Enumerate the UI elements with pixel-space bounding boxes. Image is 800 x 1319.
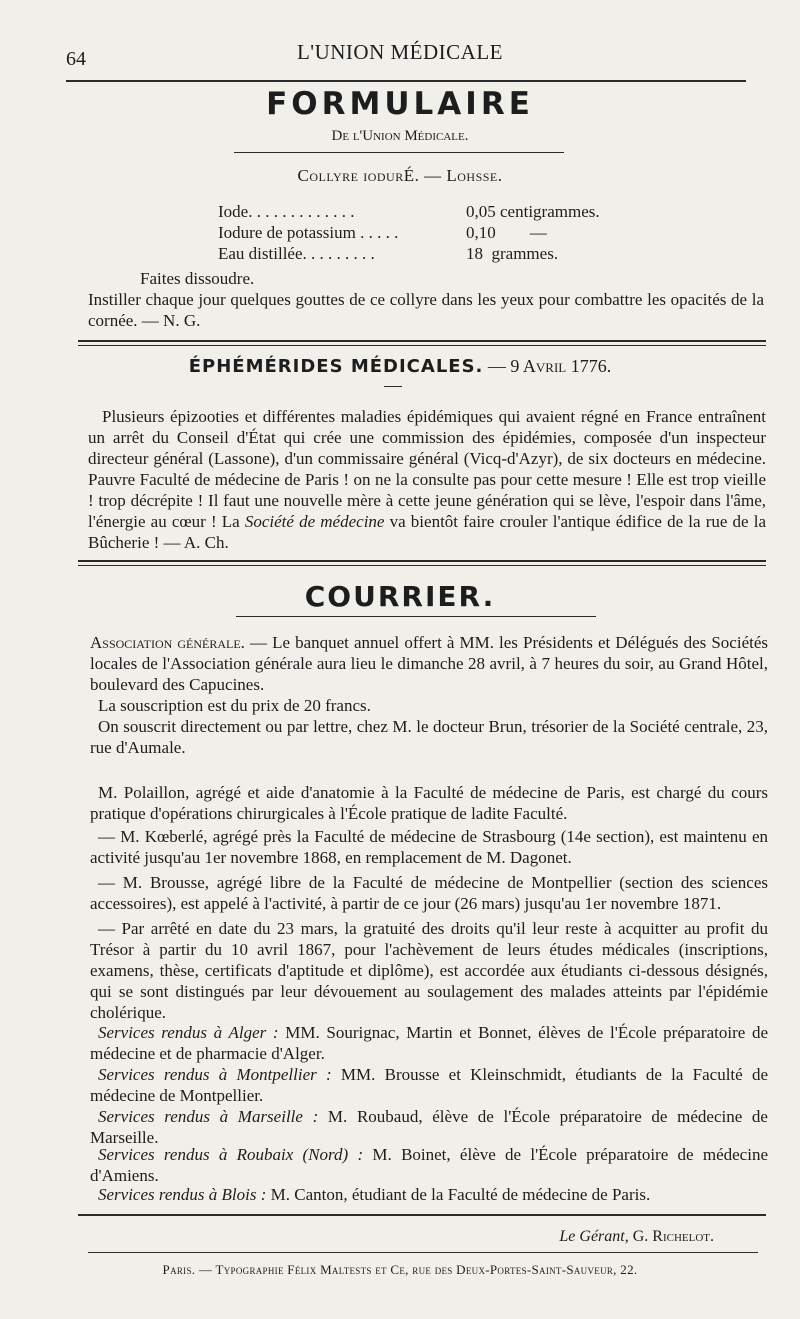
ephemerides-date: — 9 Avril 1776. bbox=[487, 356, 612, 376]
service-text: MM. Sourignac, Martin et Bonnet, élèves de l'École préparatoire de médecine et de pharmacie d'Alger. bbox=[90, 1023, 769, 1063]
gerant-signature bbox=[559, 1228, 714, 1246]
service-label: Services rendus à Blois : bbox=[98, 1185, 267, 1204]
ephemerides-text-part: Plusieurs épizooties et différentes maladies épidémiques qui avaient régné en France entraînent un arrêt du Conseil d'État qui crée une commission des épidémies, composée d'un inspecteur directeur général (Lassone), d'un commissaire général (Vicq-d'Azyr), de six docteurs en médecine. Pauvre Faculté de médecine de Paris ! on ne la consulte pas pour cette mesure ! Elle est trop vieille ! trop décrépite ! Il faut une nouvelle mère à cette jeune génération qui se lève, l'espoir dans l'âme, l'énergie au cœur ! La bbox=[88, 407, 766, 531]
formulaire-rule bbox=[234, 152, 564, 153]
courrier-rule bbox=[236, 616, 596, 617]
header-rule bbox=[66, 80, 746, 82]
ingredient-row bbox=[0, 223, 800, 244]
gerant-name: G. Richelot. bbox=[632, 1228, 714, 1245]
service-label: Services rendus à Alger : bbox=[98, 1023, 279, 1042]
ephemerides-text-part: va bientôt faire crouler l'antique édifice de la rue de la Bûcherie ! — A. Ch. bbox=[88, 512, 767, 552]
ingredient-row bbox=[0, 244, 800, 265]
footer-rule bbox=[88, 1252, 758, 1253]
service-text: M. Boinet, élève de l'École préparatoire de médecine d'Amiens. bbox=[90, 1145, 768, 1185]
ingredient-list bbox=[0, 202, 800, 266]
souscrit-paragraph: On souscrit directement ou par lettre, chez M. le docteur Brun, trésorier de la Société centrale, 23, rue d'Aumale. bbox=[90, 717, 768, 757]
service-item bbox=[90, 1106, 768, 1148]
association-paragraph bbox=[90, 632, 768, 695]
service-item bbox=[90, 1022, 768, 1064]
section-rule bbox=[78, 345, 766, 346]
formulaire-heading: FORMULAIRE bbox=[266, 86, 534, 122]
ephemerides-title: ÉPHÉMÉRIDES MÉDICALES. bbox=[188, 356, 484, 377]
section-rule bbox=[78, 340, 766, 342]
recipe-title: Collyre iodurÉ. — Lohsse. bbox=[297, 166, 503, 185]
section-rule bbox=[78, 1214, 766, 1216]
service-label: Services rendus à Marseille : bbox=[98, 1107, 319, 1126]
ingredient-row bbox=[0, 202, 800, 223]
ephemerides-text bbox=[88, 406, 766, 553]
section-rule bbox=[78, 565, 766, 566]
ingredient-dose: 0,05 centigrammes. bbox=[466, 202, 600, 221]
ephemerides-italic: Société de médecine bbox=[244, 512, 385, 531]
service-label: Services rendus à Montpellier : bbox=[98, 1065, 332, 1084]
journal-title: L'UNION MÉDICALE bbox=[296, 40, 503, 64]
short-rule bbox=[384, 386, 402, 387]
service-item bbox=[90, 1064, 768, 1106]
association-label: Association générale. bbox=[90, 633, 245, 652]
service-label: Services rendus à Roubaix (Nord) : bbox=[98, 1145, 364, 1164]
ingredient-name: Eau distillée. . . . . . . . . bbox=[218, 244, 375, 263]
ephemerides-heading bbox=[0, 356, 800, 377]
souscription-paragraph: La souscription est du prix de 20 francs. bbox=[98, 696, 371, 715]
koeberle-paragraph: — M. Kœberlé, agrégé près la Faculté de médecine de Strasbourg (14e section), est maintenu en activité jusqu'au 1er novembre 1868, en remplacement de M. Dagonet. bbox=[90, 827, 768, 867]
service-item bbox=[90, 1144, 768, 1186]
recipe-instruction: Faites dissoudre. bbox=[140, 269, 255, 288]
courrier-heading: COURRIER. bbox=[304, 580, 496, 613]
section-rule bbox=[78, 560, 766, 562]
service-text: MM. Brousse et Kleinschmidt, étudiants de la Faculté de médecine de Montpellier. bbox=[90, 1065, 768, 1105]
arrete-paragraph: — Par arrêté en date du 23 mars, la gratuité des droits qu'il leur reste à acquitter au profit du Trésor à partir du 10 avril 1867, pour l'achèvement de leurs études médicales (inscriptions, examens, thèse, certificats d'aptitude et diplôme), est accordée aux étudiants ci-dessous désignés, qui se sont distingués par leur dévouement au soulagement des malades atteints par l'épidémie cholérique. bbox=[90, 919, 768, 1022]
printer-imprint bbox=[0, 1262, 800, 1278]
service-text: M. Canton, étudiant de la Faculté de médecine de Paris. bbox=[266, 1185, 651, 1204]
ingredient-dose: 0,10 — bbox=[466, 223, 547, 242]
brousse-paragraph: — M. Brousse, agrégé libre de la Faculté de médecine de Montpellier (section des sciences accessoires), est appelé à l'activité, à partir de ce jour (26 mars) jusqu'au 1er novembre 1871. bbox=[90, 873, 768, 913]
association-text: — Le banquet annuel offert à MM. les Présidents et Délégués des Sociétés locales de l'Association générale aura lieu le dimanche 28 avril, à 7 heures du soir, au Grand Hôtel, boulevard des Capucines. bbox=[90, 633, 768, 694]
ingredient-name: Iode. . . . . . . . . . . . . bbox=[218, 202, 355, 221]
formulaire-subtitle: De l'Union Médicale. bbox=[331, 128, 469, 144]
service-item bbox=[90, 1184, 768, 1205]
polaillon-paragraph: M. Polaillon, agrégé et aide d'anatomie à la Faculté de médecine de Paris, est chargé du cours pratique d'opérations chirurgicales à l'École pratique de ladite Faculté. bbox=[90, 783, 768, 823]
printer-text: Paris. — Typographie Félix Maltests et Ce, rue des Deux-Portes-Saint-Sauveur, 22. bbox=[162, 1262, 638, 1277]
ingredient-name: Iodure de potassium . . . . . bbox=[218, 223, 399, 242]
recipe-usage: Instiller chaque jour quelques gouttes de ce collyre dans les yeux pour combattre les opacités de la cornée. — N. G. bbox=[88, 290, 764, 330]
service-text: M. Roubaud, élève de l'École préparatoire de médecine de Marseille. bbox=[90, 1107, 768, 1147]
page-number: 64 bbox=[66, 48, 86, 70]
ingredient-dose: 18 grammes. bbox=[466, 244, 559, 263]
gerant-label: Le Gérant, bbox=[559, 1228, 629, 1245]
